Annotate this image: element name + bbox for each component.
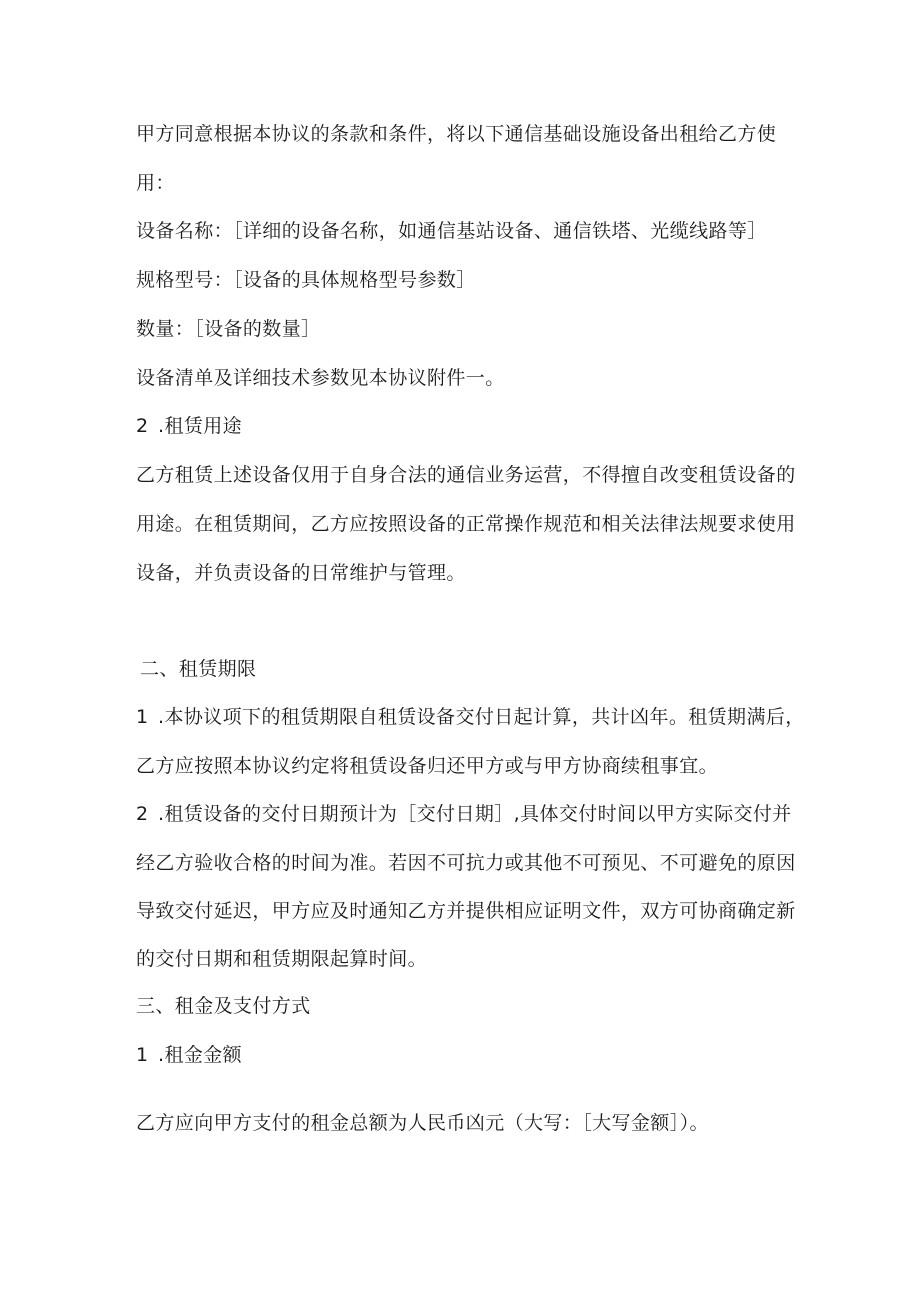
rent-amount-paragraph: 乙方应向甲方支付的租金总额为人民币凶元（大写：［大写金额］）。 — [136, 1112, 709, 1134]
term-item-1-text: .本协议项下的租赁期限自租赁设备交付日起计算，共计凶年。租赁期满后， — [158, 706, 805, 728]
usage-paragraph-line-3: 设备，并负责设备的日常维护与管理。 — [136, 562, 466, 584]
rent-item-1-number: 1 — [136, 1044, 149, 1066]
chapter-3-heading: 三、租金及支付方式 — [136, 995, 311, 1017]
quantity-line: 数量：［设备的数量］ — [136, 318, 321, 340]
term-item-1-number: 1 — [136, 706, 149, 728]
term-item-1-line-1 — [136, 705, 805, 729]
rent-item-1-title: .租金金额 — [158, 1044, 243, 1066]
section-2-heading — [136, 414, 242, 438]
term-item-1-line-2: 乙方应按照本协议约定将租赁设备归还甲方或与甲方协商续租事宜。 — [136, 755, 719, 777]
term-item-2-line-2: 经乙方验收合格的时间为准。若因不可抗力或其他不可预见、不可避免的原因 — [136, 852, 796, 874]
chapter-2-heading: 二、租赁期限 — [140, 658, 257, 680]
section-2-title: .租赁用途 — [158, 415, 243, 437]
term-item-2-line-3: 导致交付延迟，甲方应及时通知乙方并提供相应证明文件，双方可协商确定新 — [136, 900, 796, 922]
spec-model-line: 规格型号：［设备的具体规格型号参数］ — [136, 269, 476, 291]
term-item-2-line-1 — [136, 802, 792, 826]
usage-paragraph-line-2: 用途。在租赁期间，乙方应按照设备的正常操作规范和相关法律法规要求使用 — [136, 513, 796, 535]
rent-item-1-heading — [136, 1043, 242, 1067]
term-item-2-line-4: 的交付日期和租赁期限起算时间。 — [136, 948, 428, 970]
usage-paragraph-line-1: 乙方租赁上述设备仅用于自身合法的通信业务运营，不得擅自改变租赁设备的 — [136, 464, 796, 486]
term-item-2-text: .租赁设备的交付日期预计为［交付日期］,具体交付时间以甲方实际交付并 — [158, 803, 792, 825]
paragraph-intro-line-2: 用： — [136, 172, 175, 194]
section-2-number: 2 — [136, 415, 149, 437]
term-item-2-number: 2 — [136, 803, 149, 825]
paragraph-intro-line-1: 甲方同意根据本协议的条款和条件，将以下通信基础设施设备出租给乙方使 — [136, 123, 777, 145]
equipment-name-line: 设备名称：［详细的设备名称，如通信基站设备、通信铁塔、光缆线路等］ — [136, 220, 767, 242]
attachment-note-line: 设备清单及详细技术参数见本协议附件一。 — [136, 367, 505, 389]
